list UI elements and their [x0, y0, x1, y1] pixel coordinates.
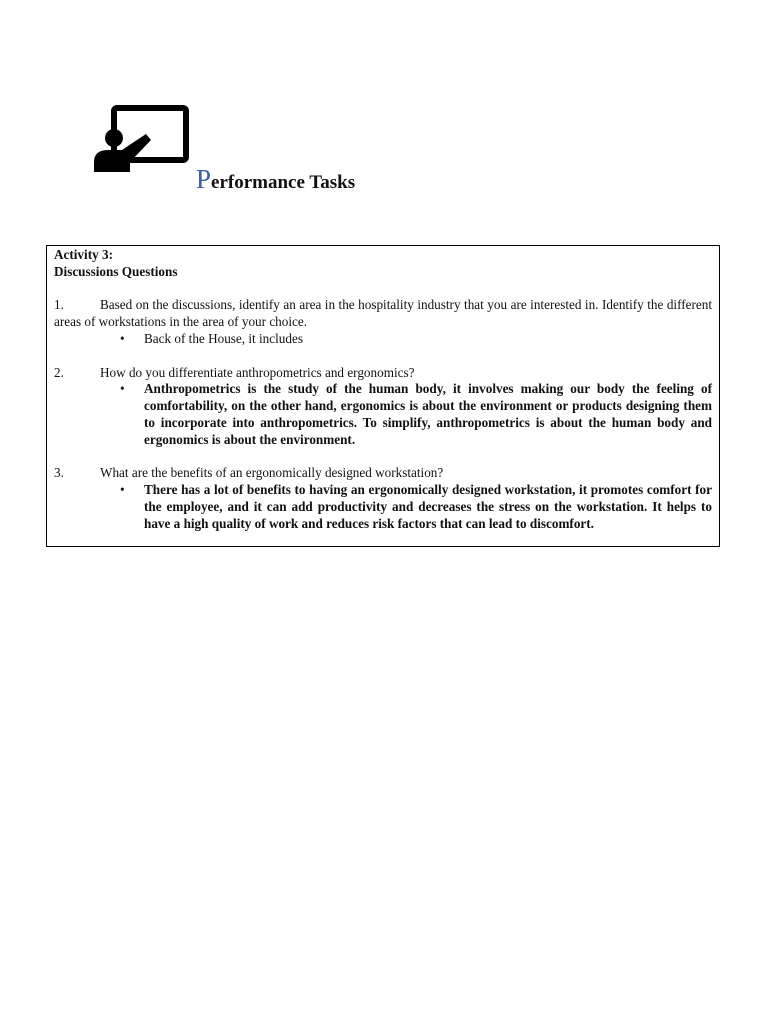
answer-2-text: Anthropometrics is the study of the human body, it involves making our body the feeling of comfortability, on the other hand, ergonomics is about the environment or products designing them to incorporate into anthropometrics. To simplify, anthropometrics is about the human body and ergonomics is about the environment.	[144, 381, 712, 447]
question-2-number: 2.	[54, 364, 64, 380]
bullet-icon: •	[120, 330, 125, 346]
page-title-initial: P	[196, 164, 212, 194]
answer-1	[120, 330, 712, 348]
answer-2	[120, 381, 712, 448]
question-2-text: How do you differentiate anthropometrics and ergonomics?	[100, 364, 415, 380]
presentation-board-icon	[92, 104, 192, 174]
bullet-icon: •	[120, 482, 125, 498]
question-3-text: What are the benefits of an ergonomically designed workstation?	[100, 465, 444, 481]
activity-box	[46, 245, 720, 547]
answer-3	[120, 482, 712, 532]
answer-list-3	[54, 482, 712, 532]
page-title-rest: erformance Tasks	[211, 172, 356, 193]
question-1-number: 1.	[54, 297, 64, 313]
question-2	[54, 365, 712, 382]
bullet-icon: •	[120, 381, 125, 397]
answer-list-2	[54, 381, 712, 448]
question-3	[54, 465, 712, 482]
question-3-number: 3.	[54, 465, 64, 481]
page-title	[196, 164, 355, 195]
question-1-text: Based on the discussions, identify an area in the hospitality industry that you are interested in. Identify the different areas of workstations in the area of your choice.	[54, 297, 712, 330]
answer-3-text: There has a lot of benefits to having an ergonomically designed workstation, it promotes comfort for the employee, and it can add productivity and decreases the stress on the workstation. It helps to have a high quality of work and reduces risk factors that can lead to discomfort.	[144, 482, 712, 531]
activity-label: Activity 3:	[54, 247, 113, 262]
answer-1-text: Back of the House, it includes	[144, 330, 303, 346]
answer-list-1	[54, 331, 712, 348]
question-1	[54, 297, 712, 331]
activity-subtitle: Discussions Questions	[54, 263, 178, 279]
